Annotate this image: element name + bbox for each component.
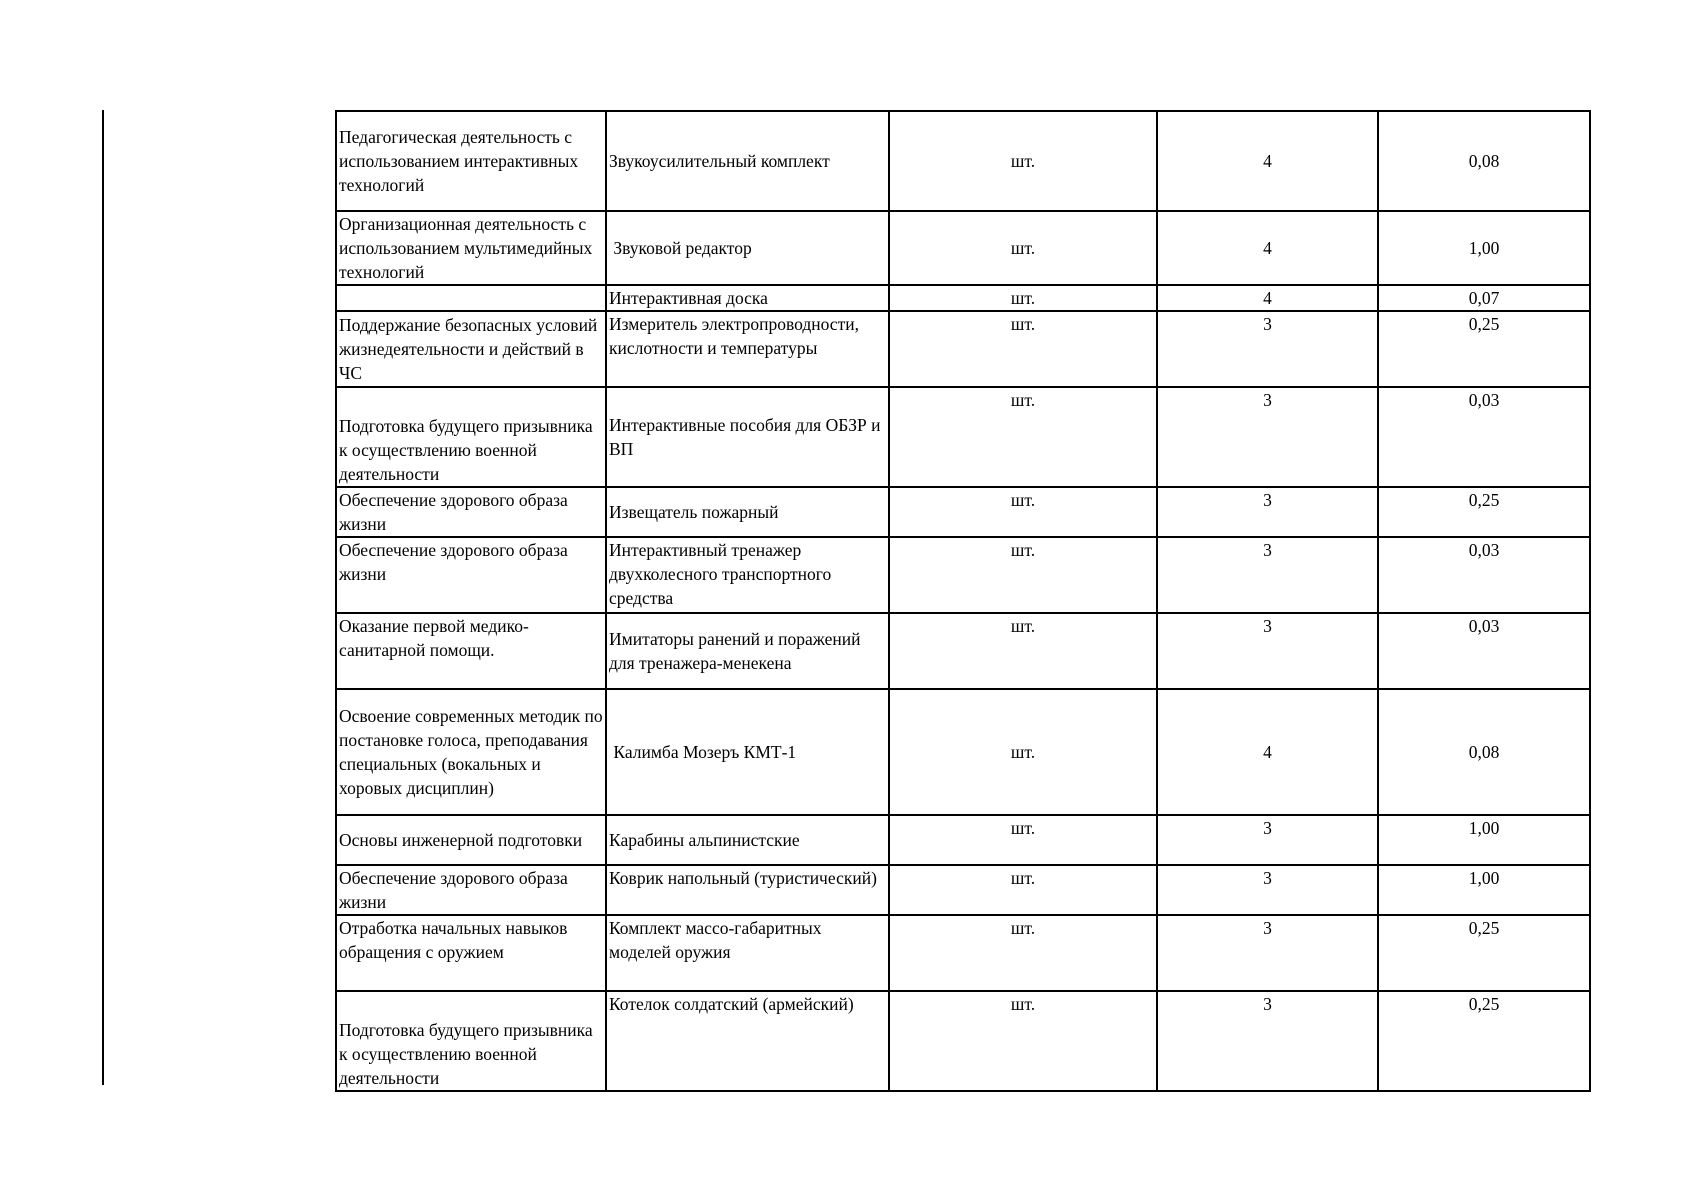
unit-cell: шт.: [889, 689, 1157, 815]
table-row: [336, 815, 1590, 865]
quantity-cell: 3: [1157, 537, 1378, 613]
unit-cell: шт.: [889, 311, 1157, 387]
activity-cell: Обеспечение здорового образа жизни: [336, 865, 606, 915]
table-row: [336, 111, 1590, 211]
value-cell: 0,03: [1378, 613, 1590, 689]
equipment-cell: Комплект массо-габаритных моделей оружия: [606, 915, 889, 991]
table-row: [336, 991, 1590, 1091]
value-cell: 0,25: [1378, 915, 1590, 991]
activity-cell: Поддержание безопасных условий жизнедеятельности и действий в ЧС: [336, 311, 606, 387]
page-margin-line: [102, 110, 104, 1085]
value-cell: 0,03: [1378, 537, 1590, 613]
unit-cell: шт.: [889, 865, 1157, 915]
equipment-cell: Интерактивные пособия для ОБЗР и ВП: [606, 387, 889, 487]
unit-cell: шт.: [889, 285, 1157, 311]
table-row: [336, 689, 1590, 815]
equipment-cell: Коврик напольный (туристический): [606, 865, 889, 915]
activity-cell: Оказание первой медико-санитарной помощи.: [336, 613, 606, 689]
unit-cell: шт.: [889, 537, 1157, 613]
value-cell: 1,00: [1378, 865, 1590, 915]
quantity-cell: 4: [1157, 111, 1378, 211]
table-row: [336, 915, 1590, 991]
activity-cell: Обеспечение здорового образа жизни: [336, 487, 606, 537]
unit-cell: шт.: [889, 613, 1157, 689]
value-cell: 0,08: [1378, 111, 1590, 211]
activity-cell: [336, 285, 606, 311]
equipment-cell: Интерактивная доска: [606, 285, 889, 311]
activity-cell: Организационная деятельность с использованием мультимедийных технологий: [336, 211, 606, 285]
equipment-cell: Котелок солдатский (армейский): [606, 991, 889, 1091]
table-row: [336, 865, 1590, 915]
equipment-cell: Калимба Мозеръ КМТ-1: [606, 689, 889, 815]
equipment-table: [335, 110, 1591, 1092]
unit-cell: шт.: [889, 111, 1157, 211]
table-row: [336, 285, 1590, 311]
activity-cell: Подготовка будущего призывника к осуществлению военной деятельности: [336, 387, 606, 487]
equipment-cell: Карабины альпинистские: [606, 815, 889, 865]
activity-cell: Обеспечение здорового образа жизни: [336, 537, 606, 613]
quantity-cell: 3: [1157, 991, 1378, 1091]
value-cell: 0,25: [1378, 991, 1590, 1091]
quantity-cell: 3: [1157, 387, 1378, 487]
quantity-cell: 3: [1157, 311, 1378, 387]
table-row: [336, 211, 1590, 285]
quantity-cell: 3: [1157, 613, 1378, 689]
unit-cell: шт.: [889, 387, 1157, 487]
value-cell: 0,25: [1378, 487, 1590, 537]
table-row: [336, 311, 1590, 387]
equipment-cell: Звуковой редактор: [606, 211, 889, 285]
quantity-cell: 4: [1157, 689, 1378, 815]
quantity-cell: 4: [1157, 285, 1378, 311]
quantity-cell: 3: [1157, 815, 1378, 865]
unit-cell: шт.: [889, 487, 1157, 537]
equipment-cell: Извещатель пожарный: [606, 487, 889, 537]
unit-cell: шт.: [889, 991, 1157, 1091]
value-cell: 0,08: [1378, 689, 1590, 815]
equipment-cell: Имитаторы ранений и поражений для тренажера-менекена: [606, 613, 889, 689]
equipment-cell: Измеритель электропроводности, кислотности и температуры: [606, 311, 889, 387]
quantity-cell: 3: [1157, 487, 1378, 537]
table-row: [336, 487, 1590, 537]
activity-cell: Освоение современных методик по постановке голоса, преподавания специальных (вокальных и хоровых дисциплин): [336, 689, 606, 815]
unit-cell: шт.: [889, 815, 1157, 865]
value-cell: 1,00: [1378, 815, 1590, 865]
quantity-cell: 3: [1157, 915, 1378, 991]
quantity-cell: 4: [1157, 211, 1378, 285]
unit-cell: шт.: [889, 211, 1157, 285]
table-row: [336, 387, 1590, 487]
equipment-cell: Звукоусилительный комплект: [606, 111, 889, 211]
table-row: [336, 613, 1590, 689]
value-cell: 0,25: [1378, 311, 1590, 387]
value-cell: 0,03: [1378, 387, 1590, 487]
quantity-cell: 3: [1157, 865, 1378, 915]
activity-cell: Основы инженерной подготовки: [336, 815, 606, 865]
activity-cell: Подготовка будущего призывника к осуществлению военной деятельности: [336, 991, 606, 1091]
equipment-cell: Интерактивный тренажер двухколесного транспортного средства: [606, 537, 889, 613]
value-cell: 0,07: [1378, 285, 1590, 311]
table-row: [336, 537, 1590, 613]
value-cell: 1,00: [1378, 211, 1590, 285]
activity-cell: Отработка начальных навыков обращения с оружием: [336, 915, 606, 991]
activity-cell: Педагогическая деятельность с использованием интерактивных технологий: [336, 111, 606, 211]
unit-cell: шт.: [889, 915, 1157, 991]
